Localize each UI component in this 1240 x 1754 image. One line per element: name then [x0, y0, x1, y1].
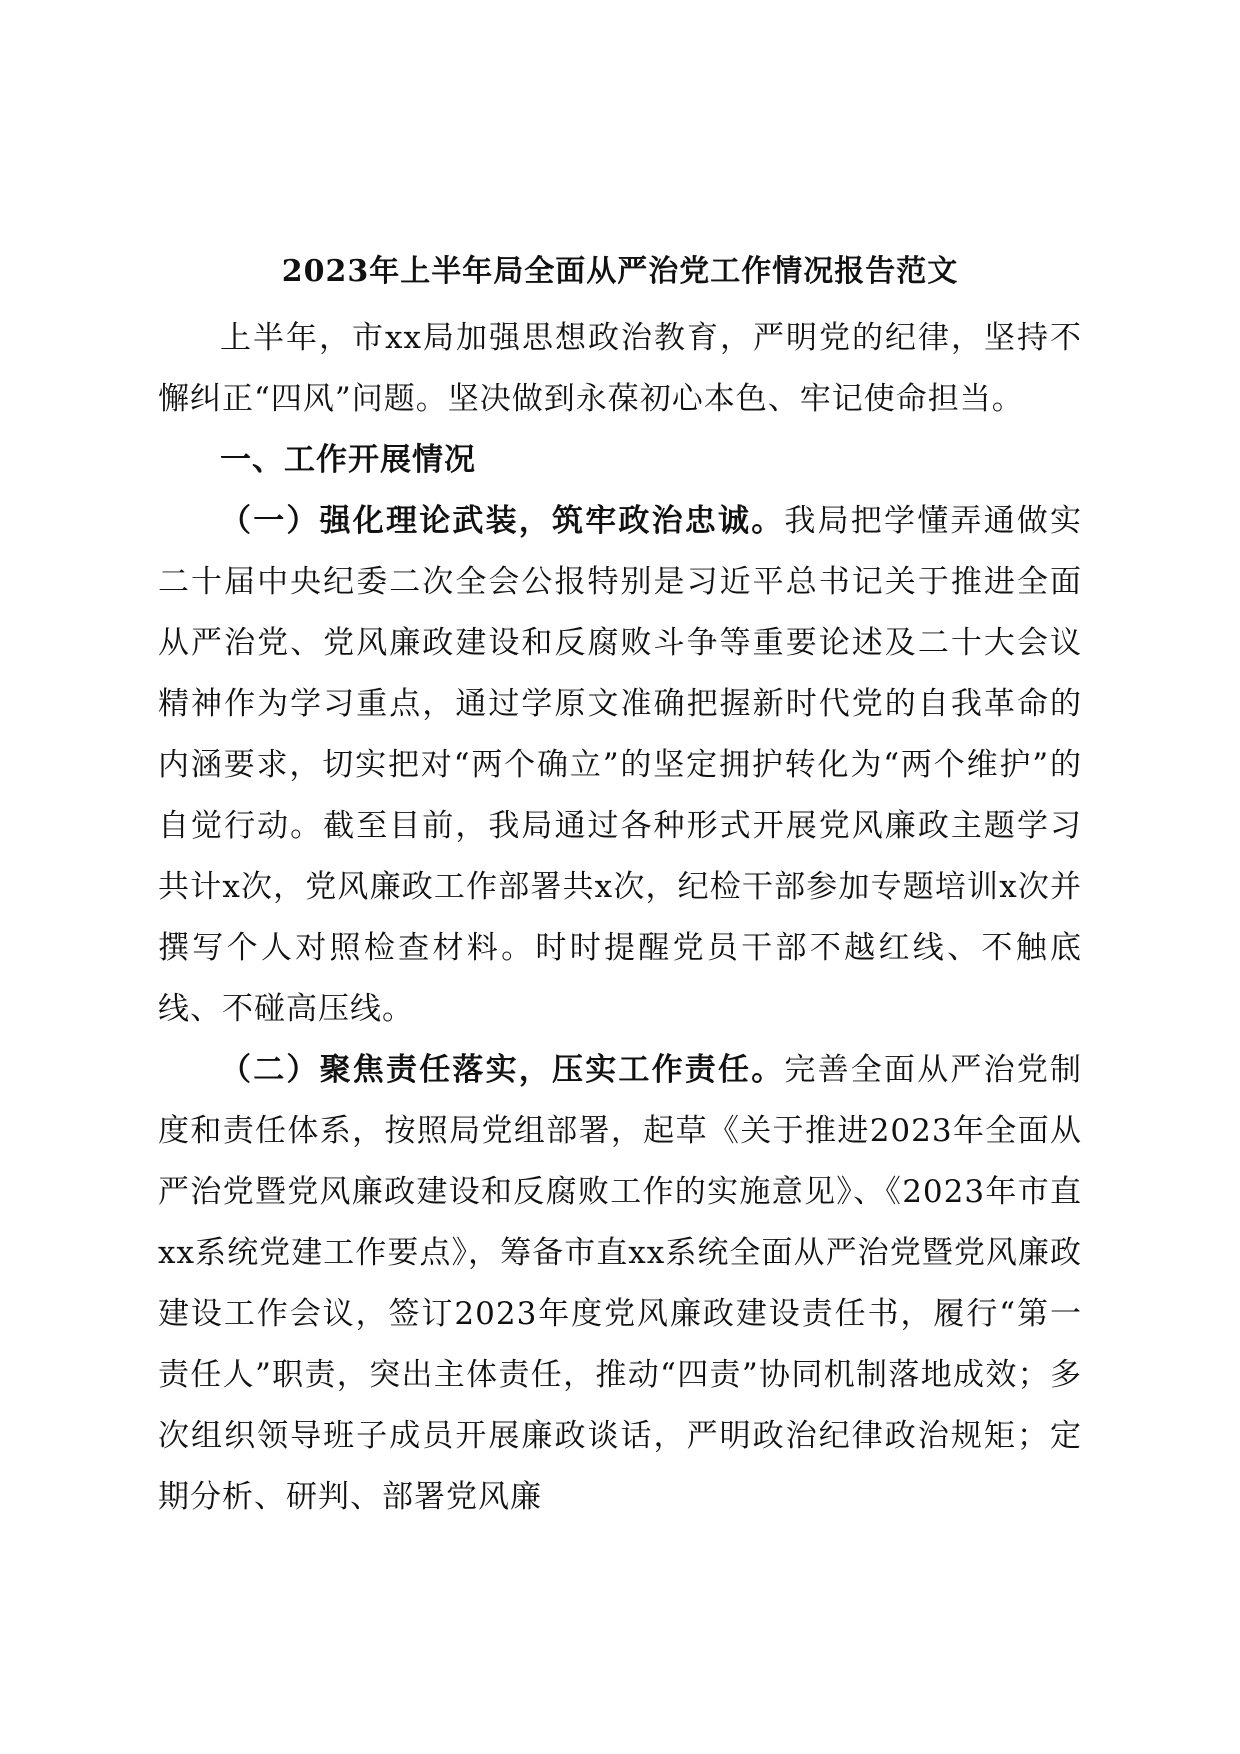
item-body: 完善全面从严治党制度和责任体系，按照局党组部署，起草《关于推进2023年全面从严治党暨党风廉政建设和反腐败工作的实施意见》、《2023年市直xx系统党建工作要点》，筹备市直xx系统全面从严治党暨党风廉政建设工作会议，签订2023年度党风廉政建设责任书，履行“第一责任人”职责，突出主体责任，推动“四责”协同机制落地成效；多次组织领导班子成员开展廉政谈话，严明政治纪律政治规矩；定期分析、研判、部署党风廉: [158, 1052, 1083, 1515]
item-lead: （一）强化理论武装，筑牢政治忠诚。: [220, 503, 785, 539]
section-item-paragraph: [158, 491, 1082, 1040]
document-title: 2023年上半年局全面从严治党工作情况报告范文: [281, 254, 959, 289]
item-lead: （二）聚焦责任落实，压实工作责任。: [220, 1052, 785, 1088]
intro-paragraph: 上半年，市xx局加强思想政治教育，严明党的纪律，坚持不懈纠正“四风”问题。坚决做到永葆初心本色、牢记使命担当。: [158, 320, 1082, 417]
item-body: 我局把学懂弄通做实二十届中央纪委二次全会公报特别是习近平总书记关于推进全面从严治党、党风廉政建设和反腐败斗争等重要论述及二十大会议精神作为学习重点，通过学原文准确把握新时代党的自我革命的内涵要求，切实把对“两个确立”的坚定拥护转化为“两个维护”的自觉行动。截至目前，我局通过各种形式开展党风廉政主题学习共计x次，党风廉政工作部署共x次，纪检干部参加专题培训x次并撰写个人对照检查材料。时时提醒党员干部不越红线、不触底线、不碰高压线。: [158, 503, 1083, 1027]
section-heading: 一、工作开展情况: [220, 442, 476, 478]
document-body: [158, 250, 1082, 1528]
section-item-paragraph: [158, 1040, 1082, 1528]
